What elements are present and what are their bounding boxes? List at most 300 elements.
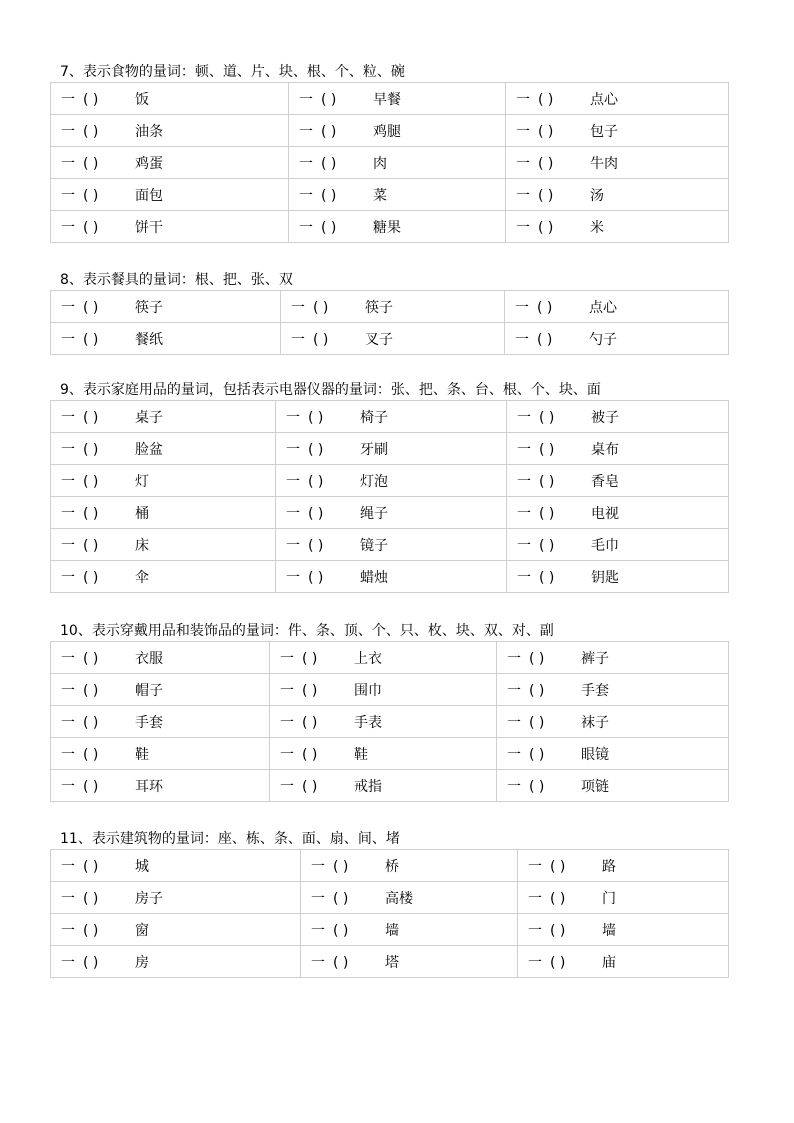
blank-cell bbox=[506, 115, 729, 147]
noun-word: 耳环 bbox=[135, 778, 163, 795]
noun-word: 筷子 bbox=[135, 299, 163, 316]
noun-word: 项链 bbox=[581, 778, 609, 795]
numeral-one: 一 bbox=[517, 569, 531, 586]
noun-word: 塔 bbox=[385, 954, 399, 971]
answer-blank[interactable]: ( ) bbox=[550, 890, 566, 907]
numeral-one: 一 bbox=[61, 91, 75, 108]
answer-blank[interactable]: ( ) bbox=[83, 650, 99, 667]
blank-cell bbox=[507, 497, 729, 529]
blank-cell bbox=[497, 738, 729, 770]
answer-blank[interactable]: ( ) bbox=[308, 537, 324, 554]
table-row bbox=[51, 115, 729, 147]
noun-word: 桥 bbox=[385, 858, 399, 875]
blank-cell bbox=[289, 147, 506, 179]
noun-word: 衣服 bbox=[135, 650, 163, 667]
answer-blank[interactable]: ( ) bbox=[321, 187, 337, 204]
noun-word: 桌子 bbox=[135, 409, 163, 426]
blank-cell bbox=[270, 770, 497, 802]
numeral-one: 一 bbox=[516, 123, 530, 140]
noun-word: 手表 bbox=[354, 714, 382, 731]
section-4 bbox=[50, 621, 728, 802]
blank-cell bbox=[51, 738, 270, 770]
noun-word: 叉子 bbox=[365, 331, 393, 348]
blank-cell bbox=[270, 738, 497, 770]
blank-cell bbox=[281, 323, 505, 355]
blank-cell bbox=[505, 291, 729, 323]
noun-word: 脸盆 bbox=[135, 441, 163, 458]
numeral-one: 一 bbox=[507, 746, 521, 763]
table-row bbox=[51, 850, 729, 882]
answer-blank[interactable]: ( ) bbox=[83, 922, 99, 939]
numeral-one: 一 bbox=[311, 858, 325, 875]
answer-blank[interactable]: ( ) bbox=[308, 473, 324, 490]
numeral-one: 一 bbox=[280, 650, 294, 667]
blank-cell bbox=[506, 83, 729, 115]
answer-blank[interactable]: ( ) bbox=[308, 505, 324, 522]
noun-word: 毛巾 bbox=[591, 537, 619, 554]
numeral-one: 一 bbox=[299, 187, 313, 204]
noun-word: 电视 bbox=[591, 505, 619, 522]
answer-blank[interactable]: ( ) bbox=[83, 746, 99, 763]
answer-blank[interactable]: ( ) bbox=[83, 954, 99, 971]
numeral-one: 一 bbox=[517, 441, 531, 458]
noun-word: 汤 bbox=[590, 187, 604, 204]
answer-blank[interactable]: ( ) bbox=[529, 714, 545, 731]
blank-cell bbox=[51, 291, 281, 323]
noun-word: 面包 bbox=[135, 187, 163, 204]
numeral-one: 一 bbox=[61, 441, 75, 458]
numeral-one: 一 bbox=[61, 890, 75, 907]
answer-blank[interactable]: ( ) bbox=[537, 331, 553, 348]
noun-word: 肉 bbox=[373, 155, 387, 172]
table-row bbox=[51, 83, 729, 115]
blank-cell bbox=[301, 946, 518, 978]
answer-blank[interactable]: ( ) bbox=[539, 505, 555, 522]
answer-blank[interactable]: ( ) bbox=[83, 331, 99, 348]
numeral-one: 一 bbox=[299, 91, 313, 108]
blank-cell bbox=[51, 882, 301, 914]
numeral-one: 一 bbox=[515, 299, 529, 316]
blank-cell bbox=[497, 770, 729, 802]
numeral-one: 一 bbox=[286, 569, 300, 586]
answer-blank[interactable]: ( ) bbox=[83, 409, 99, 426]
table-row bbox=[51, 211, 729, 243]
noun-word: 菜 bbox=[373, 187, 387, 204]
answer-blank[interactable]: ( ) bbox=[321, 123, 337, 140]
blank-cell bbox=[301, 850, 518, 882]
noun-word: 包子 bbox=[590, 123, 618, 140]
numeral-one: 一 bbox=[61, 299, 75, 316]
noun-word: 手套 bbox=[135, 714, 163, 731]
answer-blank[interactable]: ( ) bbox=[538, 187, 554, 204]
numeral-one: 一 bbox=[61, 537, 75, 554]
numeral-one: 一 bbox=[507, 714, 521, 731]
section-1 bbox=[50, 62, 728, 243]
answer-blank[interactable]: ( ) bbox=[83, 682, 99, 699]
answer-blank[interactable]: ( ) bbox=[321, 219, 337, 236]
noun-word: 眼镜 bbox=[581, 746, 609, 763]
answer-blank[interactable]: ( ) bbox=[539, 441, 555, 458]
blank-cell bbox=[289, 115, 506, 147]
noun-word: 桌布 bbox=[591, 441, 619, 458]
noun-word: 伞 bbox=[135, 569, 149, 586]
answer-blank[interactable]: ( ) bbox=[308, 441, 324, 458]
answer-blank[interactable]: ( ) bbox=[539, 537, 555, 554]
answer-blank[interactable]: ( ) bbox=[550, 954, 566, 971]
noun-word: 床 bbox=[135, 537, 149, 554]
answer-blank[interactable]: ( ) bbox=[302, 714, 318, 731]
numeral-one: 一 bbox=[516, 91, 530, 108]
noun-word: 糖果 bbox=[373, 219, 401, 236]
answer-blank[interactable]: ( ) bbox=[538, 155, 554, 172]
blank-cell bbox=[51, 401, 276, 433]
numeral-one: 一 bbox=[516, 219, 530, 236]
numeral-one: 一 bbox=[516, 155, 530, 172]
numeral-one: 一 bbox=[528, 858, 542, 875]
blank-cell bbox=[276, 401, 507, 433]
noun-word: 蜡烛 bbox=[360, 569, 388, 586]
blank-cell bbox=[507, 433, 729, 465]
noun-word: 牙刷 bbox=[360, 441, 388, 458]
noun-word: 裤子 bbox=[581, 650, 609, 667]
numeral-one: 一 bbox=[528, 890, 542, 907]
blank-cell bbox=[289, 211, 506, 243]
blank-cell bbox=[276, 529, 507, 561]
section-3 bbox=[50, 380, 728, 593]
noun-word: 窗 bbox=[135, 922, 149, 939]
table-row bbox=[51, 946, 729, 978]
answer-blank[interactable]: ( ) bbox=[302, 682, 318, 699]
answer-blank[interactable]: ( ) bbox=[83, 155, 99, 172]
blank-cell bbox=[51, 674, 270, 706]
answer-blank[interactable]: ( ) bbox=[83, 714, 99, 731]
blank-cell bbox=[51, 706, 270, 738]
blank-cell bbox=[301, 882, 518, 914]
section-2 bbox=[50, 270, 728, 355]
answer-blank[interactable]: ( ) bbox=[333, 858, 349, 875]
numeral-one: 一 bbox=[61, 331, 75, 348]
blank-cell bbox=[497, 642, 729, 674]
answer-blank[interactable]: ( ) bbox=[83, 441, 99, 458]
numeral-one: 一 bbox=[286, 441, 300, 458]
table-row bbox=[51, 882, 729, 914]
blank-cell bbox=[51, 465, 276, 497]
numeral-one: 一 bbox=[280, 682, 294, 699]
blank-cell bbox=[518, 882, 729, 914]
table-row bbox=[51, 323, 729, 355]
blank-cell bbox=[505, 323, 729, 355]
blank-cell bbox=[506, 211, 729, 243]
numeral-one: 一 bbox=[61, 409, 75, 426]
numeral-one: 一 bbox=[61, 746, 75, 763]
numeral-one: 一 bbox=[311, 954, 325, 971]
answer-blank[interactable]: ( ) bbox=[538, 123, 554, 140]
numeral-one: 一 bbox=[61, 650, 75, 667]
table-row bbox=[51, 433, 729, 465]
noun-word: 香皂 bbox=[591, 473, 619, 490]
noun-word: 庙 bbox=[602, 954, 616, 971]
numeral-one: 一 bbox=[61, 858, 75, 875]
blank-cell bbox=[270, 642, 497, 674]
section-5 bbox=[50, 829, 728, 978]
noun-word: 戒指 bbox=[354, 778, 382, 795]
numeral-one: 一 bbox=[61, 473, 75, 490]
answer-blank[interactable]: ( ) bbox=[308, 409, 324, 426]
noun-word: 袜子 bbox=[581, 714, 609, 731]
answer-blank[interactable]: ( ) bbox=[529, 746, 545, 763]
numeral-one: 一 bbox=[291, 299, 305, 316]
numeral-one: 一 bbox=[61, 922, 75, 939]
section-title: 8、表示餐具的量词：根、把、张、双 bbox=[60, 272, 293, 288]
noun-word: 桶 bbox=[135, 505, 149, 522]
noun-word: 饭 bbox=[135, 91, 149, 108]
noun-word: 鸡腿 bbox=[373, 123, 401, 140]
numeral-one: 一 bbox=[517, 505, 531, 522]
noun-word: 鞋 bbox=[354, 746, 368, 763]
numeral-one: 一 bbox=[61, 187, 75, 204]
noun-word: 灯泡 bbox=[360, 473, 388, 490]
blank-cell bbox=[51, 946, 301, 978]
numeral-one: 一 bbox=[517, 409, 531, 426]
numeral-one: 一 bbox=[286, 505, 300, 522]
noun-word: 房子 bbox=[135, 890, 163, 907]
table-row bbox=[51, 706, 729, 738]
section-title: 11、表示建筑物的量词：座、栋、条、面、扇、间、堵 bbox=[60, 831, 400, 847]
noun-word: 被子 bbox=[591, 409, 619, 426]
table-row bbox=[51, 497, 729, 529]
section-title: 7、表示食物的量词：顿、道、片、块、根、个、粒、碗 bbox=[60, 64, 405, 80]
numeral-one: 一 bbox=[280, 746, 294, 763]
numeral-one: 一 bbox=[299, 155, 313, 172]
noun-word: 勺子 bbox=[589, 331, 617, 348]
noun-word: 房 bbox=[135, 954, 149, 971]
answer-blank[interactable]: ( ) bbox=[529, 650, 545, 667]
blank-cell bbox=[518, 914, 729, 946]
answer-blank[interactable]: ( ) bbox=[83, 473, 99, 490]
table-row bbox=[51, 914, 729, 946]
answer-blank[interactable]: ( ) bbox=[83, 569, 99, 586]
noun-word: 筷子 bbox=[365, 299, 393, 316]
numeral-one: 一 bbox=[61, 569, 75, 586]
answer-blank[interactable]: ( ) bbox=[83, 537, 99, 554]
noun-word: 点心 bbox=[590, 91, 618, 108]
blank-cell bbox=[276, 465, 507, 497]
numeral-one: 一 bbox=[507, 778, 521, 795]
noun-word: 灯 bbox=[135, 473, 149, 490]
numeral-one: 一 bbox=[516, 187, 530, 204]
table-row bbox=[51, 179, 729, 211]
blank-cell bbox=[497, 706, 729, 738]
table-row bbox=[51, 674, 729, 706]
blank-cell bbox=[51, 211, 289, 243]
answer-blank[interactable]: ( ) bbox=[333, 954, 349, 971]
blank-cell bbox=[276, 433, 507, 465]
answer-blank[interactable]: ( ) bbox=[539, 569, 555, 586]
answer-blank[interactable]: ( ) bbox=[83, 505, 99, 522]
noun-word: 城 bbox=[135, 858, 149, 875]
numeral-one: 一 bbox=[311, 890, 325, 907]
answer-blank[interactable]: ( ) bbox=[83, 123, 99, 140]
numeral-one: 一 bbox=[61, 682, 75, 699]
table-row bbox=[51, 642, 729, 674]
answer-blank[interactable]: ( ) bbox=[550, 858, 566, 875]
numeral-one: 一 bbox=[61, 505, 75, 522]
blank-cell bbox=[51, 850, 301, 882]
answer-blank[interactable]: ( ) bbox=[302, 650, 318, 667]
blank-cell bbox=[506, 179, 729, 211]
blank-cell bbox=[507, 561, 729, 593]
numeral-one: 一 bbox=[61, 155, 75, 172]
blank-cell bbox=[51, 914, 301, 946]
noun-word: 牛肉 bbox=[590, 155, 618, 172]
blank-cell bbox=[276, 497, 507, 529]
noun-word: 围巾 bbox=[354, 682, 382, 699]
answer-blank[interactable]: ( ) bbox=[539, 473, 555, 490]
numeral-one: 一 bbox=[61, 954, 75, 971]
answer-blank[interactable]: ( ) bbox=[83, 778, 99, 795]
noun-word: 饼干 bbox=[135, 219, 163, 236]
numeral-one: 一 bbox=[515, 331, 529, 348]
answer-blank[interactable]: ( ) bbox=[529, 778, 545, 795]
noun-word: 手套 bbox=[581, 682, 609, 699]
blank-cell bbox=[51, 147, 289, 179]
answer-blank[interactable]: ( ) bbox=[321, 91, 337, 108]
blank-cell bbox=[507, 401, 729, 433]
numeral-one: 一 bbox=[61, 778, 75, 795]
noun-word: 餐纸 bbox=[135, 331, 163, 348]
answer-blank[interactable]: ( ) bbox=[550, 922, 566, 939]
answer-blank[interactable]: ( ) bbox=[539, 409, 555, 426]
noun-word: 钥匙 bbox=[591, 569, 619, 586]
answer-blank[interactable]: ( ) bbox=[302, 778, 318, 795]
table-row bbox=[51, 147, 729, 179]
blank-cell bbox=[518, 850, 729, 882]
table-row bbox=[51, 291, 729, 323]
answer-blank[interactable]: ( ) bbox=[83, 219, 99, 236]
numeral-one: 一 bbox=[507, 682, 521, 699]
blank-cell bbox=[270, 674, 497, 706]
noun-word: 门 bbox=[602, 890, 616, 907]
numeral-one: 一 bbox=[311, 922, 325, 939]
blank-cell bbox=[289, 83, 506, 115]
numeral-one: 一 bbox=[286, 537, 300, 554]
numeral-one: 一 bbox=[291, 331, 305, 348]
numeral-one: 一 bbox=[507, 650, 521, 667]
numeral-one: 一 bbox=[280, 778, 294, 795]
blank-cell bbox=[51, 642, 270, 674]
answer-blank[interactable]: ( ) bbox=[538, 91, 554, 108]
noun-word: 路 bbox=[602, 858, 616, 875]
noun-word: 早餐 bbox=[373, 91, 401, 108]
classifier-table bbox=[50, 641, 729, 802]
noun-word: 米 bbox=[590, 219, 604, 236]
blank-cell bbox=[506, 147, 729, 179]
numeral-one: 一 bbox=[61, 123, 75, 140]
noun-word: 鸡蛋 bbox=[135, 155, 163, 172]
answer-blank[interactable]: ( ) bbox=[308, 569, 324, 586]
answer-blank[interactable]: ( ) bbox=[333, 890, 349, 907]
blank-cell bbox=[281, 291, 505, 323]
section-title: 9、表示家庭用品的量词，包括表示电器仪器的量词：张、把、条、台、根、个、块、面 bbox=[60, 382, 601, 398]
numeral-one: 一 bbox=[286, 473, 300, 490]
blank-cell bbox=[497, 674, 729, 706]
answer-blank[interactable]: ( ) bbox=[529, 682, 545, 699]
numeral-one: 一 bbox=[528, 922, 542, 939]
noun-word: 高楼 bbox=[385, 890, 413, 907]
blank-cell bbox=[51, 115, 289, 147]
answer-blank[interactable]: ( ) bbox=[83, 187, 99, 204]
numeral-one: 一 bbox=[299, 219, 313, 236]
answer-blank[interactable]: ( ) bbox=[83, 858, 99, 875]
noun-word: 鞋 bbox=[135, 746, 149, 763]
blank-cell bbox=[51, 179, 289, 211]
noun-word: 油条 bbox=[135, 123, 163, 140]
blank-cell bbox=[51, 561, 276, 593]
blank-cell bbox=[51, 497, 276, 529]
classifier-table bbox=[50, 82, 729, 243]
numeral-one: 一 bbox=[61, 219, 75, 236]
blank-cell bbox=[518, 946, 729, 978]
numeral-one: 一 bbox=[280, 714, 294, 731]
blank-cell bbox=[301, 914, 518, 946]
blank-cell bbox=[507, 529, 729, 561]
answer-blank[interactable]: ( ) bbox=[313, 331, 329, 348]
numeral-one: 一 bbox=[61, 714, 75, 731]
noun-word: 绳子 bbox=[360, 505, 388, 522]
table-row bbox=[51, 529, 729, 561]
classifier-table bbox=[50, 290, 729, 355]
noun-word: 镜子 bbox=[360, 537, 388, 554]
answer-blank[interactable]: ( ) bbox=[537, 299, 553, 316]
answer-blank[interactable]: ( ) bbox=[538, 219, 554, 236]
answer-blank[interactable]: ( ) bbox=[313, 299, 329, 316]
table-row bbox=[51, 770, 729, 802]
blank-cell bbox=[289, 179, 506, 211]
noun-word: 墙 bbox=[602, 922, 616, 939]
blank-cell bbox=[51, 83, 289, 115]
table-row bbox=[51, 465, 729, 497]
noun-word: 帽子 bbox=[135, 682, 163, 699]
answer-blank[interactable]: ( ) bbox=[83, 299, 99, 316]
classifier-table bbox=[50, 400, 729, 593]
blank-cell bbox=[51, 433, 276, 465]
classifier-table bbox=[50, 849, 729, 978]
blank-cell bbox=[51, 323, 281, 355]
noun-word: 点心 bbox=[589, 299, 617, 316]
noun-word: 椅子 bbox=[360, 409, 388, 426]
blank-cell bbox=[51, 529, 276, 561]
numeral-one: 一 bbox=[528, 954, 542, 971]
numeral-one: 一 bbox=[517, 537, 531, 554]
table-row bbox=[51, 738, 729, 770]
blank-cell bbox=[276, 561, 507, 593]
numeral-one: 一 bbox=[299, 123, 313, 140]
answer-blank[interactable]: ( ) bbox=[83, 91, 99, 108]
answer-blank[interactable]: ( ) bbox=[302, 746, 318, 763]
answer-blank[interactable]: ( ) bbox=[321, 155, 337, 172]
blank-cell bbox=[507, 465, 729, 497]
section-title: 10、表示穿戴用品和装饰品的量词：件、条、顶、个、只、枚、块、双、对、副 bbox=[60, 623, 554, 639]
numeral-one: 一 bbox=[286, 409, 300, 426]
table-row bbox=[51, 561, 729, 593]
blank-cell bbox=[51, 770, 270, 802]
noun-word: 墙 bbox=[385, 922, 399, 939]
table-row bbox=[51, 401, 729, 433]
blank-cell bbox=[270, 706, 497, 738]
answer-blank[interactable]: ( ) bbox=[83, 890, 99, 907]
numeral-one: 一 bbox=[517, 473, 531, 490]
answer-blank[interactable]: ( ) bbox=[333, 922, 349, 939]
